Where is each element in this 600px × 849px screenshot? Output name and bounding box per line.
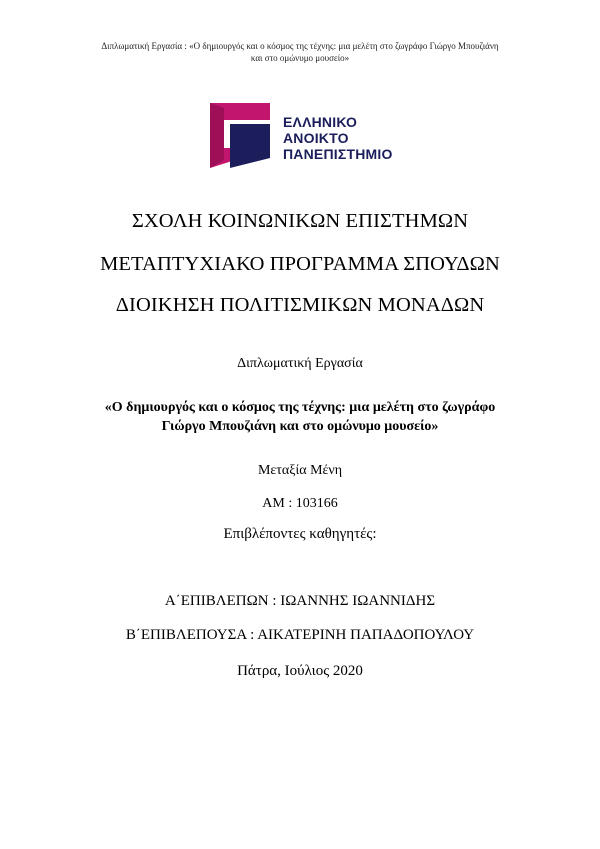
thesis-title-line1: «Ο δημιουργός και ο κόσμος της τέχνης: μια μελέτη στο ζωγράφο: [104, 400, 496, 415]
place-date: Πάτρα, Ιούλιος 2020: [237, 663, 363, 679]
author-name: Μεταξία Μένη: [257, 463, 343, 478]
specialization-name: ΔΙΟΙΚΗΣΗ ΠΟΛΙΤΙΣΜΙΚΩΝ ΜΟΝΑΔΩΝ: [115, 294, 485, 316]
running-header: [40, 40, 560, 64]
running-header-line1: Διπλωματική Εργασία : «Ο δημιουργός και ο κόσμος της τέχνης: μια μελέτη στο ζωγράφο Γιώργο Μπουζιάνη: [101, 41, 499, 51]
running-header-line2: και στο ομώνυμο μουσείο»: [250, 53, 350, 63]
thesis-title-line2: Γιώργο Μπουζιάνη και στο ομώνυμο μουσείο»: [161, 419, 439, 434]
supervisor-b: Β΄ΕΠΙΒΛΕΠΟΥΣΑ : ΑΙΚΑΤΕΡΙΝΗ ΠΑΠΑΔΟΠΟΥΛΟΥ: [125, 627, 475, 643]
thesis-title: [60, 398, 540, 436]
logo-line-2: ΑΝΟΙΚΤΟ: [283, 130, 349, 146]
document-type: Διπλωματική Εργασία: [237, 356, 363, 371]
program-name: ΜΕΤΑΠΤΥΧΙΑΚΟ ΠΡΟΓΡΑΜΜΑ ΣΠΟΥΔΩΝ: [100, 253, 500, 275]
logo-wordmark: [283, 114, 393, 162]
logo-line-3: ΠΑΝΕΠΙΣΤΗΜΙΟ: [283, 146, 393, 162]
supervisors-label: Επιβλέποντες καθηγητές:: [223, 526, 377, 542]
school-name: ΣΧΟΛΗ ΚΟΙΝΩΝΙΚΩΝ ΕΠΙΣΤΗΜΩΝ: [131, 210, 469, 232]
supervisor-a: Α΄ΕΠΙΒΛΕΠΩΝ : ΙΩΑΝΝΗΣ ΙΩΑΝΝΙΔΗΣ: [164, 593, 436, 609]
logo-line-1: ΕΛΛΗΝΙΚΟ: [283, 114, 358, 130]
eap-book-logo-icon: [208, 100, 278, 172]
university-logo: [208, 100, 398, 172]
student-id: ΑΜ : 103166: [262, 496, 338, 511]
